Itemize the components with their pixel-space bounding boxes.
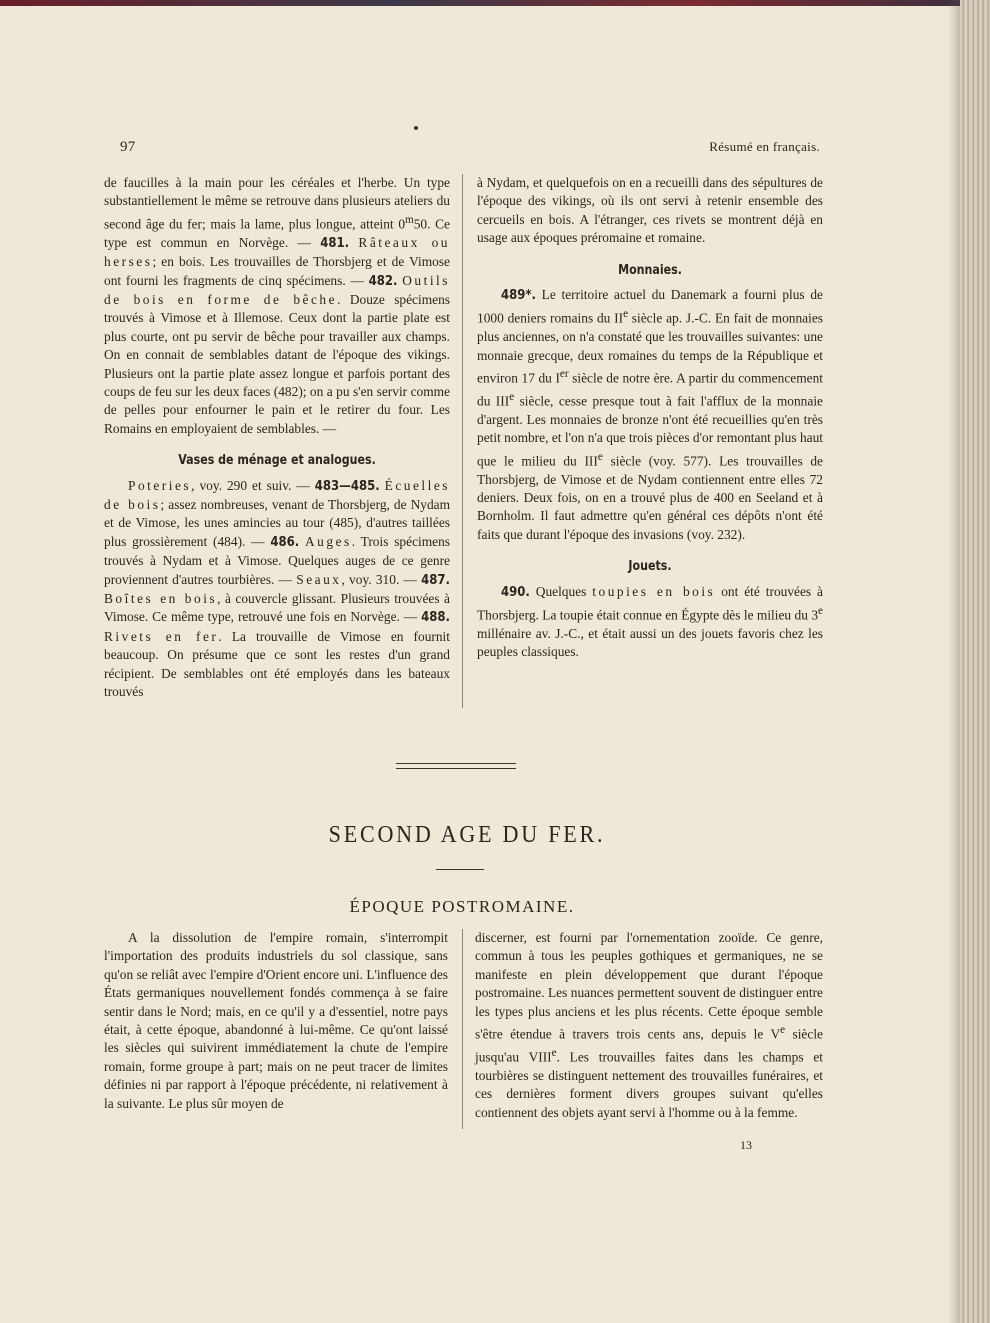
text: Quelques (529, 583, 593, 599)
paragraph: à Nydam, et quelquefois on en a recueilli dans des sépultures de l'époque des vikings, où ils ont servi à retenir ensemble des cercueils en bois. A l'étranger, ces rivets se montrent déjà en usage aux époques préromaine et romaine. (477, 175, 823, 246)
text: ; en bois. Les trouvailles de Thorsbjerg et de Vimose ont fourni les fragments de cinq spécimens. — (104, 254, 450, 288)
section-heading: Vases de ménage et analogues. (178, 453, 376, 469)
paragraph (477, 286, 823, 544)
title-underline-rule (436, 869, 484, 870)
paragraph (104, 174, 450, 438)
section-heading: Jouets. (628, 559, 672, 575)
superscript: e (597, 450, 603, 463)
entry-term: Seaux (296, 571, 342, 587)
text: , voy. 290 et suiv. — (191, 477, 315, 493)
text: discerner, est fourni par l'ornementation zooïde. Ce genre, commun à tous les peuples gothiques et germaniques, ne se manifeste en plein développement que durant l'époque postromaine. Les nuances permettent souvent de distinguer entre les types plus anciens et les plus récents. Cette époque semble s'être étendue à travers trois cents ans, depuis le V (475, 930, 823, 1042)
text: ; assez nombreuses, venant de Thorsbjerg, de Nydam et de Vimose, les unes amincies au tour (485), d'autres taillées plus grossièrement (484). — (104, 496, 450, 549)
entry-number: 486. (270, 534, 300, 550)
text: , voy. 310. — (341, 571, 422, 587)
entry-term: Boîtes en bois (104, 591, 218, 606)
bottom-left-column (104, 929, 448, 1113)
column-divider (462, 174, 463, 708)
superscript: er (559, 368, 569, 381)
column-divider (462, 929, 463, 1129)
text: de faucilles à la main pour les céréales et l'herbe. Un type substantiellement le même se retrouve dans plusieurs ateliers du second âge du fer; mais la lame, plus longue, atteint 0 (104, 175, 450, 232)
entry-term: Auges (305, 533, 352, 549)
entry-number: 490. (501, 584, 530, 600)
text: siècle, cesse presque tout à fait l'afflux de la monnaie d'argent. Les monnaies de bronze n'ont été recueillies qu'en très petit nombre, et l'on n'a que trois pièces d'or remontant plus haut que le milieu du III (477, 393, 823, 469)
text: Le territoire actuel du Danemark a fourni plus de 1000 deniers romains du II (477, 287, 823, 326)
right-column (477, 174, 823, 662)
bottom-right-column (475, 929, 823, 1122)
text: . Les trouvailles faites dans les champs et tourbières se distinguent nettement des trouvailles funéraires, et ces dernières forment divers groupes suivant qu'elles contiennent des objets ayant servi à l'homme ou à la femme. (475, 1049, 823, 1120)
superscript: e (623, 308, 629, 321)
text: millénaire av. J.-C., et était aussi un des jouets favoris chez les peuples classiques. (477, 625, 823, 660)
left-column (104, 174, 450, 701)
running-head-section: Résumé en français. (709, 139, 820, 154)
superscript: e (509, 391, 515, 403)
book-page-edges (960, 0, 990, 1323)
entry-term: toupies en bois (592, 583, 716, 599)
superscript: m (405, 213, 414, 226)
paragraph: A la dissolution de l'empire romain, s'interrompit l'importation des produits industriels du sol classique, sans qu'on se reliât avec l'empire d'Orient encore uni. L'influence des États germaniques nouvellement fondés commença à se faire sentir dans le Nord; mais, en ce qu'il y a d'essentiel, notre pays était, à cette époque, abandonné à lui-même. Ce qu'ont laissé les siècles qui suivirent immédiatement la chute de l'empire romain, forme groupe à part; mais on ne peut tracer de limites définies ni par rapport à l'époque précédente, ni relativement à la suivante. Le plus sûr moyen de (104, 930, 448, 1111)
entry-number: 482. (368, 273, 398, 289)
ink-speck (414, 126, 418, 130)
chapter-title: SECOND AGE DU FER. (328, 822, 606, 848)
entry-term: Râteaux ou herses (104, 234, 450, 270)
entry-number: 481. (320, 235, 350, 251)
entry-number: 488. (421, 610, 450, 626)
superscript: e (551, 1046, 557, 1059)
entry-term: Outils de bois en forme de bêche (104, 272, 450, 307)
text: 50. Ce type est commun en Norvège. — (104, 216, 450, 250)
section-heading: Monnaies. (618, 262, 682, 278)
page-number: 97 (120, 139, 136, 155)
paragraph (475, 929, 823, 1122)
text: . La trouvaille de Vimose en fournit beaucoup. On présume que ce sont les restes d'un grand récipient. De semblables ont été employés dans les bateaux trouvés (104, 628, 450, 700)
superscript: e (818, 605, 823, 617)
text: , à couvercle glissant. Plusieurs trouvées à Vimose. Ce même type, retrouvé une fois en Norvège. — (104, 591, 450, 625)
section-separator-rule (396, 763, 516, 769)
entry-term: Poteries (128, 477, 192, 493)
entry-number: 489*. (501, 288, 536, 304)
signature-mark: 13 (740, 1138, 752, 1152)
superscript: e (780, 1024, 786, 1037)
text: siècle ap. J.-C. En fait de monnaies plus anciennes, on n'a constaté que les trouvailles suivantes: une monnaie grecque, deux romaines du temps de la République et environ 17 du I (477, 310, 823, 386)
paragraph (104, 477, 450, 702)
chapter-subtitle: ÉPOQUE POSTROMAINE. (349, 897, 575, 916)
paragraph (477, 583, 823, 662)
text: siècle (voy. 577). Les trouvailles de Thorsbjerg, de Vimose et de Nydam contiennent entre elles 72 deniers. Deux fois, on en a trouvé plus de 400 en Seeland et à Bornholm. Il faut admettre qu'en général ces dépôts n'ont été faits que durant l'époque des invasions (voy. 232). (477, 453, 824, 542)
text: . Douze spécimens trouvés à Vimose et à Illemose. Ceux dont la partie plate est plus courte, ont pu servir de bêche pour travailler aux champs. On en connait de semblables datant de l'époque des vikings. Plusieurs ont la partie plate assez longue et parfois portant des coups de feu sur les deux faces (482); on a pu s'en servir comme de pelles pour enfourner le pain et le retirer du four. Les Romains en employaient de semblables. — (104, 291, 450, 436)
entry-number: 483—485. (314, 478, 380, 494)
text: . Trois spécimens trouvés à Nydam et à Vimose. Quelques auges de ce genre proviennent d'autres tourbières. — (104, 533, 450, 587)
text: siècle de notre ère. A partir du commencement du III (477, 370, 823, 409)
entry-term: Rivets en fer (104, 628, 219, 644)
entry-term: Écuelles de bois (104, 477, 450, 512)
text: ont été trouvées à Thorsbjerg. La toupie était connue en Égypte dès le milieu du 3 (477, 583, 823, 623)
entry-number: 487. (421, 572, 450, 588)
text: siècle jusqu'au VIII (475, 1026, 823, 1065)
